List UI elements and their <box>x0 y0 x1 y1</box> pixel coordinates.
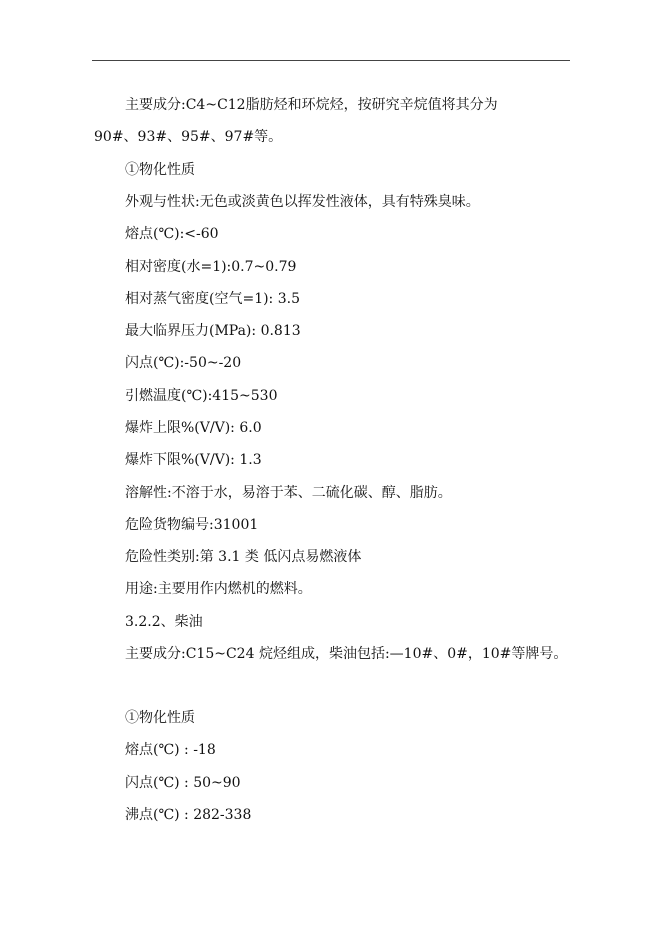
text-line: 爆炸上限%(V/V): 6.0 <box>125 420 262 436</box>
text-line: 爆炸下限%(V/V): 1.3 <box>125 452 262 468</box>
section-heading: ①物化性质 <box>125 710 195 726</box>
text-line: 主要成分:C4~C12脂肪烃和环烷烃，按研究辛烷值将其分为 <box>125 97 498 113</box>
text-line: 90#、93#、95#、97#等。 <box>94 129 283 145</box>
text-line: 沸点(℃) : 282-338 <box>125 807 252 823</box>
section-heading: 3.2.2、柴油 <box>125 614 203 630</box>
text-line: 用途:主要用作内燃机的燃料。 <box>125 581 312 597</box>
text-line: 主要成分:C15~C24 烷烃组成，柴油包括:—10#、0#，10#等牌号。 <box>125 646 568 662</box>
header-rule <box>92 60 570 61</box>
text-line: 熔点(℃) : -18 <box>125 742 216 758</box>
text-line: 溶解性:不溶于水，易溶于苯、二硫化碳、醇、脂肪。 <box>125 485 452 501</box>
text-line: 相对蒸气密度(空气=1): 3.5 <box>125 291 300 307</box>
text-line: 引燃温度(℃):415~530 <box>125 388 278 404</box>
text-line: 熔点(℃):<-60 <box>125 226 219 242</box>
text-line: 危险性类别:第 3.1 类 低闪点易燃液体 <box>125 549 362 565</box>
text-line: 闪点(℃) : 50~90 <box>125 775 241 791</box>
text-line: 最大临界压力(MPa): 0.813 <box>125 323 301 339</box>
section-heading: ①物化性质 <box>125 162 195 178</box>
text-line: 相对密度(水=1):0.7~0.79 <box>125 259 297 275</box>
text-line: 危险货物编号:31001 <box>125 517 259 533</box>
text-line: 外观与性状:无色或淡黄色以挥发性液体，具有特殊臭味。 <box>125 194 480 210</box>
text-line: 闪点(℃):-50~-20 <box>125 355 242 371</box>
